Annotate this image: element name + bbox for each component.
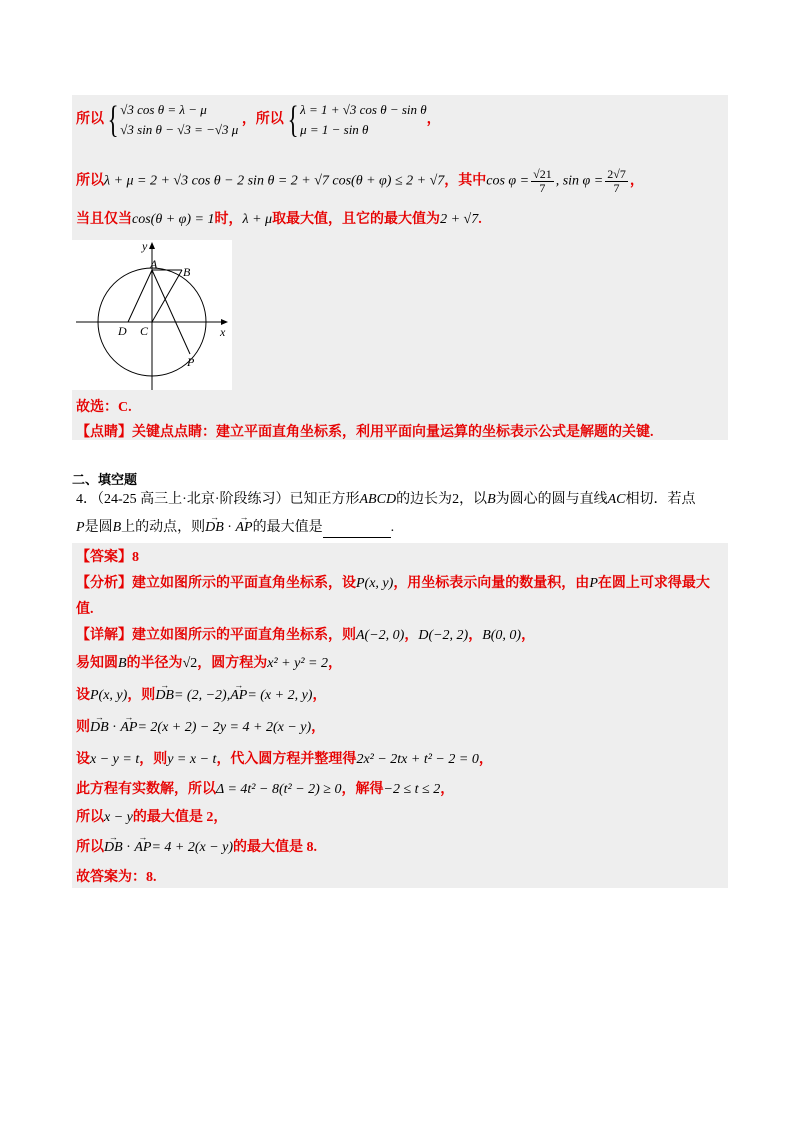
left-brace: { <box>107 99 119 141</box>
vector-AP-3: → AP <box>120 718 137 738</box>
circle-diagram <box>72 240 232 390</box>
section-heading: 二、填空题 <box>72 472 138 487</box>
prev-solution-line-3: 当且仅当cos(θ + φ) = 1时，λ + μ取最大值，且它的最大值为2 + √7. <box>76 212 482 227</box>
answer-line: 【答案】8 <box>76 550 139 565</box>
y-axis-arrow <box>149 242 155 249</box>
equation-system-b: λ = 1 + √3 cos θ − sin θ μ = 1 − sin θ <box>300 102 427 137</box>
dot-product-line: 则→ DB · → AP= 2(x + 2) − 2y = 4 + 2(x − y)， <box>76 718 325 738</box>
solution-block <box>72 543 728 888</box>
question-line-1: 4．（24-25 高三上·北京·阶段练习）已知正方形ABCD的边长为2，以B为圆心的圆与直线AC相切．若点 <box>76 492 696 507</box>
final-answer: 故答案为：8. <box>76 870 157 885</box>
analysis-line-1: 【分析】建立如图所示的平面直角坐标系，设P(x, y)，用坐标表示向量的数量积，由P在圆上可求得最大 <box>76 576 710 591</box>
label-x: x <box>220 325 226 339</box>
set-P-line: 设P(x, y)，则→ DB= (2, −2),→ AP= (x + 2, y)， <box>76 686 326 706</box>
equation-system-a: √3 cos θ = λ − μ √3 sin θ − √3 = −√3 μ <box>120 102 239 137</box>
detail-line: 【详解】建立如图所示的平面直角坐标系，则A(−2, 0)，D(−2, 2)，B(0, 0)， <box>76 628 536 643</box>
lambda-mu-expression: λ + μ = 2 + √3 cos θ − 2 sin θ = 2 + √7 cos(θ + φ) ≤ 2 + √7 <box>104 173 445 189</box>
sin-phi-fraction: $\frac{2√7}{7}$ <box>607 167 626 195</box>
vector-AP-4: → AP <box>134 838 151 858</box>
vector-AP-2: → AP <box>230 686 247 706</box>
answer-blank <box>323 523 391 538</box>
max-dot-line: 所以→ DB · → AP= 4 + 2(x − y)的最大值是 8. <box>76 838 317 858</box>
substitution-line: 设x − y = t，则y = x − t，代入圆方程并整理得2x² − 2tx + t² − 2 = 0， <box>76 752 493 767</box>
prev-solution-line-1: 所以{ √3 cos θ = λ − μ √3 sin θ − √3 = −√3 μ ，所以{ λ = 1 + √3 cos θ − sin θ μ = 1 − sin θ ， <box>76 99 441 141</box>
text-so-2: ，所以 <box>241 112 284 128</box>
coordinate-figure <box>72 240 232 390</box>
radius-line: 易知圆B的半径为√2，圆方程为x² + y² = 2， <box>76 656 342 671</box>
vector-DB: → DB <box>205 518 224 538</box>
question-line-2: P是圆B上的动点，则→ DB · → AP的最大值是 . <box>76 518 394 538</box>
text-so: 所以 <box>76 112 104 128</box>
label-D: D <box>118 324 127 338</box>
vector-AP: → AP <box>235 518 252 538</box>
discriminant-line: 此方程有实数解，所以Δ = 4t² − 8(t² − 2) ≥ 0，解得−2 ≤ t ≤ 2， <box>76 782 455 797</box>
label-y: y <box>142 240 148 253</box>
segment-CB <box>152 270 182 322</box>
segment-DA <box>128 270 152 322</box>
label-P: P <box>187 355 195 369</box>
label-B: B <box>183 265 191 279</box>
left-brace-2: { <box>287 99 299 141</box>
vector-DB-2: → DB <box>155 686 174 706</box>
label-A: A <box>150 257 158 271</box>
prev-solution-line-2: 所以λ + μ = 2 + √3 cos θ − 2 sin θ = 2 + √7 cos(θ + φ) ≤ 2 + √7，其中cos φ = $\frac{√21}{7}$ , sin φ = $\frac{2√7}{7}$ ， <box>76 167 644 195</box>
analysis-line-2: 值. <box>76 602 94 617</box>
label-C: C <box>140 324 149 338</box>
vector-DB-4: → DB <box>104 838 123 858</box>
answer-choice: 故选：C. <box>76 400 132 415</box>
vector-DB-3: → DB <box>90 718 109 738</box>
key-point-comment: 【点睛】关键点点睛：建立平面直角坐标系，利用平面向量运算的坐标表示公式是解题的关键. <box>76 425 654 440</box>
max-x-y-line: 所以x − y的最大值是 2， <box>76 810 228 825</box>
cos-phi-fraction: $\frac{√21}{7}$ <box>533 167 552 195</box>
